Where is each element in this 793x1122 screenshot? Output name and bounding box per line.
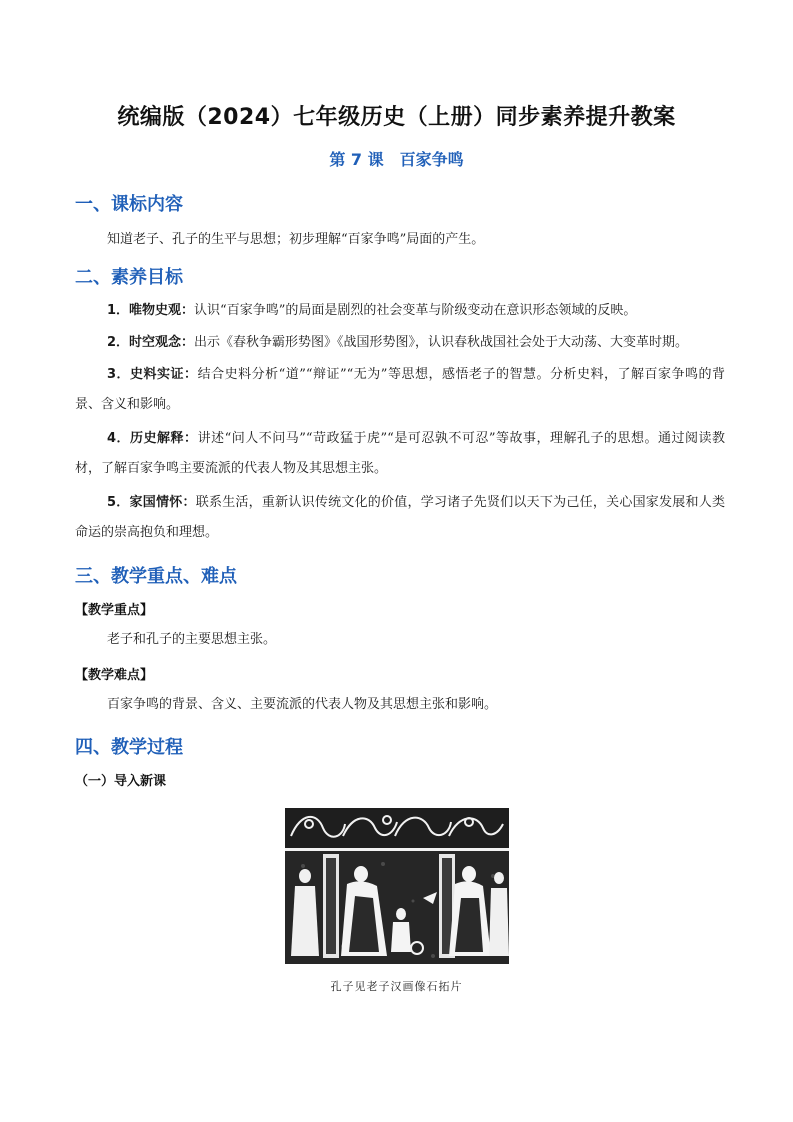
goal-text: 结合史料分析“道”“辩证”“无为”等思想，感悟老子的智慧。分析史料，了解百家争鸣的背景、含义和影响。	[75, 367, 725, 412]
goal-text: 讲述“问人不问马”“苛政猛于虎”“是可忍孰不可忍”等故事，理解孔子的思想。通过阅读教材，了解百家争鸣主要流派的代表人物及其思想主张。	[75, 431, 725, 476]
subsection-intro: （一）导入新课	[75, 774, 167, 789]
section-heading-key-points: 三、教学重点、难点	[75, 566, 237, 587]
curriculum-text: 知道老子、孔子的生平与思想；初步理解“百家争鸣”局面的产生。	[107, 232, 485, 247]
key-point-text: 老子和孔子的主要思想主张。	[107, 632, 277, 647]
goal-item-3	[75, 360, 725, 420]
difficulty-label: 【教学难点】	[75, 668, 154, 683]
stone-rubbing-image	[283, 806, 511, 966]
image-caption: 孔子见老子汉画像石拓片	[330, 980, 463, 993]
goal-item-2	[75, 328, 725, 358]
section-heading-curriculum: 一、课标内容	[75, 194, 183, 215]
goal-label: 5．家国情怀：	[107, 495, 196, 510]
goal-text: 出示《春秋争霸形势图》《战国形势图》，认识春秋战国社会处于大动荡、大变革时期。	[194, 335, 689, 350]
goal-label: 1．唯物史观：	[107, 303, 195, 318]
section-heading-process: 四、教学过程	[75, 737, 183, 758]
lesson-title: 第 7 课 百家争鸣	[329, 150, 464, 169]
document-title: 统编版（2024）七年级历史（上册）同步素养提升教案	[117, 105, 676, 130]
goal-item-4	[75, 424, 725, 484]
goal-item-1	[75, 296, 725, 326]
goal-item-5	[75, 488, 725, 548]
goal-text: 联系生活，重新认识传统文化的价值，学习诸子先贤们以天下为己任，关心国家发展和人类命运的崇高抱负和理想。	[75, 495, 725, 540]
difficulty-text: 百家争鸣的背景、含义、主要流派的代表人物及其思想主张和影响。	[107, 697, 498, 712]
goal-label: 4．历史解释：	[107, 431, 198, 446]
section-heading-goals: 二、素养目标	[75, 267, 183, 288]
key-point-label: 【教学重点】	[75, 603, 154, 618]
goal-text: 认识“百家争鸣”的局面是剧烈的社会变革与阶级变动在意识形态领域的反映。	[194, 303, 637, 318]
goal-label: 2．时空观念：	[107, 335, 195, 350]
goal-label: 3．史料实证：	[107, 367, 198, 382]
